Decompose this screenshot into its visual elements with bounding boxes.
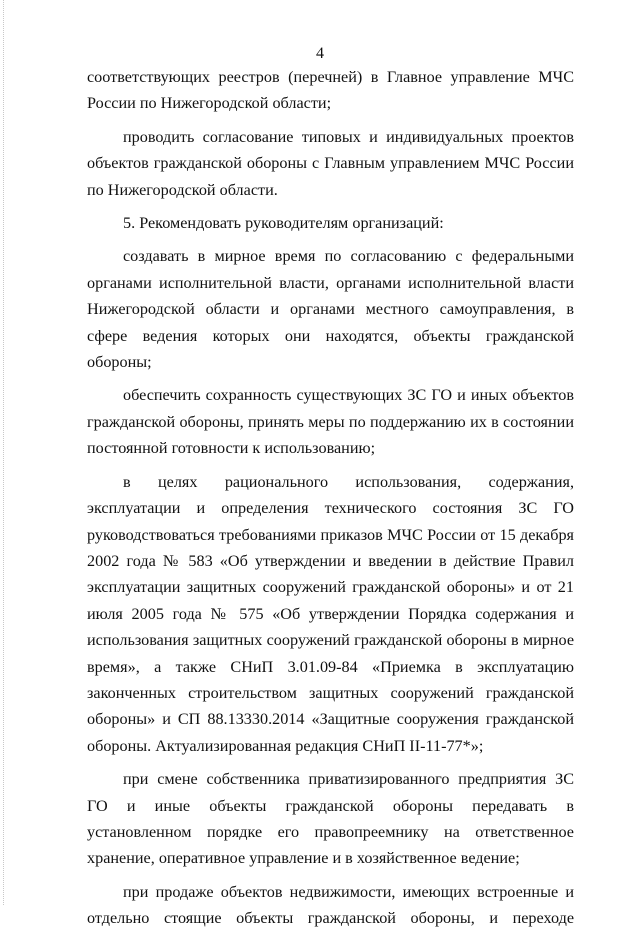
paragraph-item-5: 5. Рекомендовать руководителям организаций:	[123, 214, 444, 233]
paragraph-create-objects: создавать в мирное время по согласованию с федеральными органами исполнительной власти, органами исполнительной власти Нижегородской области и органами местного самоуправления, в сфере ведения которых они находятся, объекты гражданской обороны;	[87, 247, 574, 372]
paragraph-owner-change: при смене собственника приватизированного предприятия ЗС ГО и иные объекты гражданской обороны передавать в установленном порядке его правопреемнику на ответственное хранение, оперативное управление и в хозяйственное ведение;	[87, 770, 574, 868]
paragraph-property-sale: при продаже объектов недвижимости, имеющих встроенные и отдельно стоящие объекты гражданской обороны, и переходе	[87, 882, 574, 928]
paragraph-regulations: в целях рационального использования, содержания, эксплуатации и определения технического состояния ЗС ГО руководствоваться требованиями приказов МЧС России от 15 декабря 2002 года № 583 «Об утверждении и введении в действие Правил эксплуатации защитных сооружений гражданской обороны» и от 21 июля 2005 года № 575 «Об утверждении Порядка содержания и использования защитных сооружений гражданской обороны в мирное время», а также СНиП 3.01.09-84 «Приемка в эксплуатацию законченных строительством защитных сооружений гражданской обороны» и СП 88.13330.2014 «Защитные сооружения гражданской обороны. Актуализированная редакция СНиП II-11-77*»;	[87, 472, 574, 755]
paragraph-project-approval: проводить согласование типовых и индивидуальных проектов объектов гражданской обороны с Главным управлением МЧС России по Нижегородской области.	[87, 127, 574, 199]
paragraph-ensure-safety: обеспечить сохранность существующих ЗС ГО и иных объектов гражданской обороны, принять меры по поддержанию их в состоянии постоянной готовности к использованию;	[87, 386, 574, 458]
paragraph-registry-continuation: соответствующих реестров (перечней) в Главное управление МЧС России по Нижегородской области;	[87, 68, 574, 113]
page-number: 4	[316, 45, 324, 62]
document-body	[87, 64, 574, 932]
